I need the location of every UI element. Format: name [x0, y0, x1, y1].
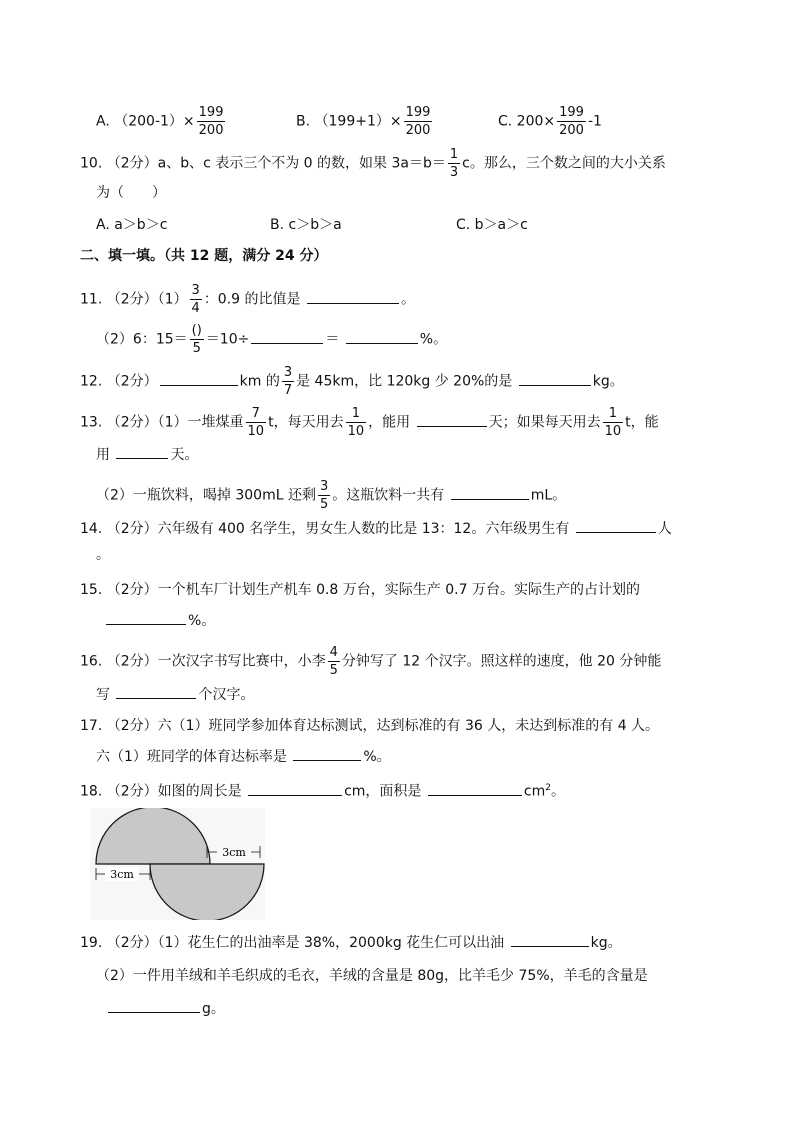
- q13-line1: 13. （2分）（1）一堆煤重 $\frac{7}{10}$ t，每天用去 $\frac{1}{10}$ ，能用 天；如果每天用去 $\frac{1}{10}$ t，能: [80, 406, 659, 439]
- q13-line2: 用 天。: [96, 444, 198, 465]
- answer-blank[interactable]: [108, 998, 200, 1013]
- q17-line1: 17. （2分）六（1）班同学参加体育达标测试，达到标准的有 36 人，未达到标准的有 4 人。: [80, 718, 660, 734]
- answer-blank[interactable]: [248, 781, 342, 796]
- q19-part2-answer: g。: [106, 998, 225, 1019]
- q10-option-c: C. b＞a＞c: [456, 217, 528, 233]
- q9-option-a: A. （200-1）× $\frac{199}{200}$: [96, 105, 224, 138]
- answer-blank[interactable]: [307, 289, 399, 304]
- q16-line2: 写 个汉字。: [96, 684, 254, 705]
- q10-line1: 10. （2分）a、b、c 表示三个不为 0 的数，如果 3a＝b＝ $\frac{1}{3}$ c。那么，三个数之间的大小关系: [80, 147, 666, 180]
- q18: 18. （2分）如图的周长是 cm，面积是 $cm^2$。: [80, 778, 565, 802]
- q14: 14. （2分）六年级有 400 名学生，男女生人数的比是 13：12。六年级男生有 人: [80, 518, 672, 539]
- answer-blank[interactable]: [519, 371, 591, 386]
- q15-line2: %。: [104, 610, 215, 631]
- q11-part2: （2）6：15＝ $\frac{()}{5}$ ＝10÷ ＝ %。: [96, 323, 448, 356]
- answer-blank[interactable]: [116, 684, 196, 699]
- q11-part1: 11. （2分）（1） $\frac{3}{4}$ ：0.9 的比值是 。: [80, 283, 415, 316]
- answer-blank[interactable]: [428, 781, 522, 796]
- answer-blank[interactable]: [576, 518, 656, 533]
- answer-blank[interactable]: [451, 485, 529, 500]
- answer-blank[interactable]: [106, 610, 186, 625]
- answer-blank[interactable]: [293, 746, 361, 761]
- fig-label-right: 3cm: [222, 846, 246, 859]
- q16-line1: 16. （2分）一次汉字书写比赛中，小李 $\frac{4}{5}$ 分钟写了 12 个汉字。照这样的速度，他 20 分钟能: [80, 645, 662, 678]
- answer-blank[interactable]: [251, 329, 323, 344]
- q9-option-c: C. 200× $\frac{199}{200}$ -1: [498, 105, 602, 138]
- q9-option-b: B. （199+1）× $\frac{199}{200}$: [296, 105, 431, 138]
- q17-line2: 六（1）班同学的体育达标率是 %。: [96, 746, 391, 767]
- section-title: 二、填一填。（共 12 题，满分 24 分）: [80, 248, 328, 264]
- answer-blank[interactable]: [417, 412, 487, 427]
- answer-blank[interactable]: [160, 371, 238, 386]
- q12: 12. （2分） km 的 $\frac{3}{7}$ 是 45km，比 120kg 少 20%的是 kg。: [80, 365, 624, 398]
- answer-blank[interactable]: [511, 932, 589, 947]
- answer-blank[interactable]: [346, 329, 418, 344]
- q19-part1: 19. （2分）（1）花生仁的出油率是 38%，2000kg 花生仁可以出油 kg。: [80, 932, 622, 953]
- q10-option-a: A. a＞b＞c: [96, 217, 168, 233]
- answer-blank[interactable]: [116, 444, 168, 459]
- fig-label-left: 3cm: [110, 868, 134, 881]
- q10-option-b: B. c＞b＞a: [270, 217, 342, 233]
- q13-part2: （2）一瓶饮料，喝掉 300mL 还剩 $\frac{3}{5}$ 。这瓶饮料一共有 mL。: [96, 479, 567, 512]
- q14-tail: 。: [96, 547, 110, 563]
- semicircle-figure: [90, 808, 265, 920]
- q19-part2: （2）一件用羊绒和羊毛织成的毛衣，羊绒的含量是 80g，比羊毛少 75%，羊毛的含量是: [96, 968, 648, 984]
- q10-line2: 为（ ）: [96, 185, 166, 201]
- q15: 15. （2分）一个机车厂计划生产机车 0.8 万台，实际生产 0.7 万台。实际生产的占计划的: [80, 582, 640, 598]
